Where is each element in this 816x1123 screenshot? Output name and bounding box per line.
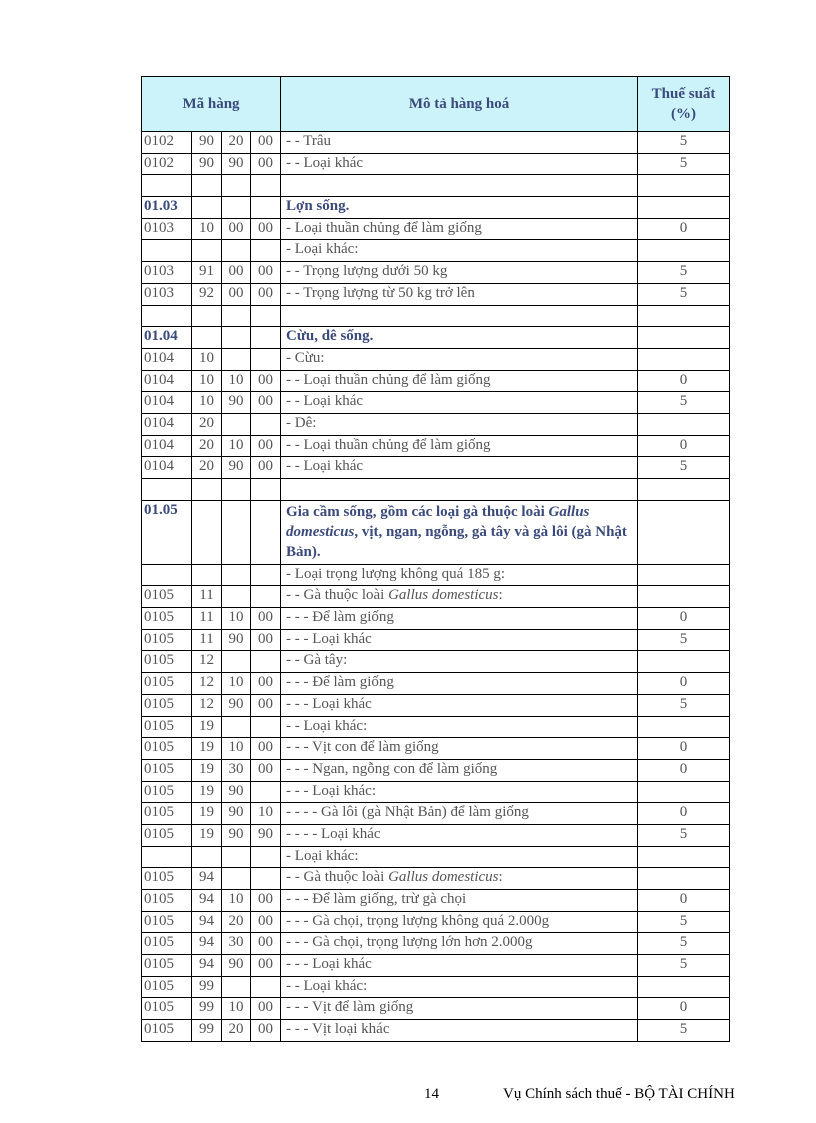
code-chapter: 0105 (142, 955, 192, 977)
table-row (142, 608, 730, 630)
heading-description: Lợn sống. (281, 197, 638, 219)
table-row (142, 413, 730, 435)
row-rate: 0 (638, 890, 730, 912)
code-subheading: 10 (192, 218, 222, 240)
code-1 (142, 175, 192, 197)
code-chapter: 0103 (142, 283, 192, 305)
table-row (142, 803, 730, 825)
code-sub-1: 10 (222, 890, 251, 912)
code-subheading: 19 (192, 803, 222, 825)
row-rate: 5 (638, 824, 730, 846)
row-description: - - - Vịt con để làm giống (281, 738, 638, 760)
code-chapter: 0105 (142, 608, 192, 630)
code-subheading: 19 (192, 781, 222, 803)
row-description: - - - Gà chọi, trọng lượng lớn hơn 2.000g (281, 933, 638, 955)
code-3 (222, 175, 251, 197)
row-description: - - Trọng lượng từ 50 kg trở lên (281, 283, 638, 305)
row-description: - Loại khác: (281, 846, 638, 868)
code-sub-1: 90 (222, 955, 251, 977)
footer-organization: Vụ Chính sách thuế - BỘ TÀI CHÍNH (503, 1086, 735, 1102)
code-chapter: 0105 (142, 1020, 192, 1042)
row-description: - Dê: (281, 413, 638, 435)
table-row (142, 457, 730, 479)
species-name: Gallus domesticus (388, 587, 499, 604)
code-4 (251, 305, 281, 327)
code-3 (222, 327, 251, 349)
code-subheading: 94 (192, 890, 222, 912)
code-3 (222, 479, 251, 501)
table-row (142, 651, 730, 673)
code-chapter: 0103 (142, 218, 192, 240)
code-sub-2: 00 (251, 673, 281, 695)
desc-text: , vịt, ngan, ngỗng, gà tây và gà lôi (gà Nhật Bản). (286, 523, 627, 560)
code-4 (251, 197, 281, 219)
code-sub-1: 00 (222, 218, 251, 240)
code-sub-2: 00 (251, 629, 281, 651)
code-sub-1: 10 (222, 998, 251, 1020)
rate-cell (638, 197, 730, 219)
code-subheading: 20 (192, 457, 222, 479)
table-row (142, 586, 730, 608)
code-2 (192, 305, 222, 327)
code-sub-2 (251, 651, 281, 673)
code-sub-1: 10 (222, 673, 251, 695)
row-rate: 0 (638, 759, 730, 781)
table-row (142, 868, 730, 890)
code-subheading: 10 (192, 370, 222, 392)
code-chapter: 0105 (142, 586, 192, 608)
row-description: - - - Ngan, ngỗng con để làm giống (281, 759, 638, 781)
tariff-table (141, 76, 730, 1042)
desc-text: : (498, 869, 503, 886)
row-description: - - Loại khác: (281, 716, 638, 738)
row-description: - - - - Gà lôi (gà Nhật Bản) để làm giống (281, 803, 638, 825)
code-2 (192, 327, 222, 349)
code-sub-2: 00 (251, 262, 281, 284)
code-chapter: 0105 (142, 911, 192, 933)
row-description: - - Trọng lượng dưới 50 kg (281, 262, 638, 284)
header-description: Mô tả hàng hoá (281, 77, 638, 132)
row-rate: 5 (638, 1020, 730, 1042)
table-row (142, 1020, 730, 1042)
code-sub-2 (251, 846, 281, 868)
table-body (142, 132, 730, 1042)
heading-row (142, 327, 730, 349)
header-rate-line1: Thuế suất (651, 86, 716, 102)
code-3 (222, 500, 251, 564)
row-rate: 5 (638, 153, 730, 175)
code-subheading: 99 (192, 976, 222, 998)
code-sub-1 (222, 716, 251, 738)
row-description: - Loại thuần chủng để làm giống (281, 218, 638, 240)
desc-text: - - Gà thuộc loài (286, 587, 389, 604)
code-chapter: 0102 (142, 153, 192, 175)
code-chapter (142, 240, 192, 262)
rate-cell (638, 327, 730, 349)
code-sub-1: 90 (222, 629, 251, 651)
code-sub-2: 00 (251, 283, 281, 305)
code-chapter: 0105 (142, 781, 192, 803)
row-rate (638, 240, 730, 262)
rate-cell (638, 175, 730, 197)
code-chapter: 0104 (142, 348, 192, 370)
code-chapter (142, 564, 192, 586)
code-chapter: 0104 (142, 457, 192, 479)
page-number: 14 (424, 1086, 439, 1102)
code-chapter (142, 846, 192, 868)
desc-cell (281, 479, 638, 501)
code-subheading: 19 (192, 824, 222, 846)
code-sub-1 (222, 564, 251, 586)
code-2 (192, 479, 222, 501)
code-subheading: 90 (192, 153, 222, 175)
table-row (142, 738, 730, 760)
row-description: - - - Vịt để làm giống (281, 998, 638, 1020)
code-sub-2: 00 (251, 392, 281, 414)
code-sub-2: 00 (251, 370, 281, 392)
code-sub-2: 00 (251, 738, 281, 760)
table-row (142, 629, 730, 651)
table-row (142, 846, 730, 868)
species-name: Gallus domesticus (286, 503, 590, 540)
code-sub-1 (222, 348, 251, 370)
heading-description: Cừu, dê sống. (281, 327, 638, 349)
code-sub-2 (251, 413, 281, 435)
heading-description (281, 500, 638, 564)
code-subheading: 20 (192, 413, 222, 435)
code-sub-2: 00 (251, 218, 281, 240)
code-chapter: 0105 (142, 694, 192, 716)
heading-row (142, 500, 730, 564)
table-row (142, 479, 730, 501)
code-subheading: 90 (192, 132, 222, 154)
code-sub-1: 20 (222, 132, 251, 154)
code-subheading (192, 240, 222, 262)
code-3 (222, 305, 251, 327)
row-rate (638, 413, 730, 435)
row-rate: 0 (638, 673, 730, 695)
code-sub-1: 00 (222, 262, 251, 284)
code-chapter: 0103 (142, 262, 192, 284)
code-3 (222, 197, 251, 219)
code-sub-2: 90 (251, 824, 281, 846)
code-subheading: 20 (192, 435, 222, 457)
table-row (142, 998, 730, 1020)
code-sub-1: 20 (222, 1020, 251, 1042)
code-chapter: 0104 (142, 392, 192, 414)
row-rate: 5 (638, 911, 730, 933)
desc-text: Gia cầm sống, gồm các loại gà thuộc loài (286, 503, 549, 520)
code-subheading: 19 (192, 738, 222, 760)
row-rate: 5 (638, 694, 730, 716)
code-sub-2 (251, 348, 281, 370)
row-rate: 0 (638, 998, 730, 1020)
code-sub-2: 00 (251, 153, 281, 175)
code-sub-2: 00 (251, 759, 281, 781)
code-sub-1: 30 (222, 759, 251, 781)
code-4 (251, 479, 281, 501)
row-description: - - - Gà chọi, trọng lượng không quá 2.000g (281, 911, 638, 933)
row-description: - - - Để làm giống (281, 608, 638, 630)
code-subheading: 19 (192, 716, 222, 738)
code-sub-2 (251, 716, 281, 738)
code-sub-1: 00 (222, 283, 251, 305)
row-rate (638, 868, 730, 890)
row-rate: 5 (638, 392, 730, 414)
row-description: - - - Loại khác (281, 955, 638, 977)
row-description: - - Loại khác (281, 457, 638, 479)
code-chapter: 0105 (142, 738, 192, 760)
row-description: - - - Loại khác (281, 694, 638, 716)
row-description: - - Gà tây: (281, 651, 638, 673)
table-row (142, 240, 730, 262)
code-sub-1 (222, 976, 251, 998)
code-sub-2: 00 (251, 435, 281, 457)
rate-cell (638, 500, 730, 564)
code-subheading: 11 (192, 608, 222, 630)
row-description: - - - Để làm giống, trừ gà chọi (281, 890, 638, 912)
row-rate: 5 (638, 629, 730, 651)
row-description: - Loại khác: (281, 240, 638, 262)
code-sub-1: 30 (222, 933, 251, 955)
row-rate: 0 (638, 435, 730, 457)
code-sub-2: 00 (251, 1020, 281, 1042)
code-chapter: 0104 (142, 435, 192, 457)
code-chapter: 0105 (142, 716, 192, 738)
row-rate: 5 (638, 132, 730, 154)
code-sub-1: 90 (222, 153, 251, 175)
row-rate: 5 (638, 933, 730, 955)
row-rate (638, 976, 730, 998)
table-row (142, 933, 730, 955)
table-row (142, 348, 730, 370)
code-sub-2: 00 (251, 933, 281, 955)
rate-cell (638, 305, 730, 327)
row-rate (638, 348, 730, 370)
row-description: - - - Loại khác: (281, 781, 638, 803)
code-sub-2 (251, 586, 281, 608)
table-row (142, 976, 730, 998)
row-description: - Cừu: (281, 348, 638, 370)
code-sub-2: 00 (251, 457, 281, 479)
code-sub-2 (251, 240, 281, 262)
code-4 (251, 500, 281, 564)
header-code: Mã hàng (142, 77, 281, 132)
code-sub-1: 90 (222, 824, 251, 846)
code-sub-1: 90 (222, 457, 251, 479)
code-sub-1: 10 (222, 370, 251, 392)
code-subheading: 11 (192, 629, 222, 651)
desc-cell (281, 305, 638, 327)
row-description: - - Loại thuần chủng để làm giống (281, 370, 638, 392)
code-subheading: 94 (192, 933, 222, 955)
code-chapter: 0105 (142, 976, 192, 998)
code-sub-2: 00 (251, 911, 281, 933)
code-1 (142, 479, 192, 501)
code-sub-2 (251, 976, 281, 998)
code-chapter: 0105 (142, 803, 192, 825)
code-chapter: 0105 (142, 933, 192, 955)
row-rate (638, 651, 730, 673)
row-description: - - Loại thuần chủng để làm giống (281, 435, 638, 457)
desc-text: - - Gà thuộc loài (286, 869, 389, 886)
row-description: - - Loại khác (281, 392, 638, 414)
code-subheading: 94 (192, 911, 222, 933)
row-rate (638, 846, 730, 868)
table-row (142, 955, 730, 977)
code-chapter: 0105 (142, 629, 192, 651)
code-2 (192, 500, 222, 564)
code-sub-2: 00 (251, 132, 281, 154)
code-subheading: 94 (192, 955, 222, 977)
code-4 (251, 175, 281, 197)
row-description: - - - Vịt loại khác (281, 1020, 638, 1042)
table-row (142, 781, 730, 803)
code-sub-1 (222, 868, 251, 890)
code-subheading: 99 (192, 998, 222, 1020)
code-sub-1: 90 (222, 781, 251, 803)
row-rate: 0 (638, 803, 730, 825)
code-sub-1: 10 (222, 435, 251, 457)
table-row (142, 673, 730, 695)
code-sub-2 (251, 781, 281, 803)
code-subheading: 10 (192, 348, 222, 370)
table-row (142, 370, 730, 392)
code-chapter: 0105 (142, 759, 192, 781)
code-subheading: 92 (192, 283, 222, 305)
code-subheading: 12 (192, 694, 222, 716)
code-sub-1: 20 (222, 911, 251, 933)
code-chapter: 0102 (142, 132, 192, 154)
code-chapter: 0105 (142, 673, 192, 695)
row-description (281, 586, 638, 608)
code-sub-2: 00 (251, 608, 281, 630)
row-description: - - Loại khác: (281, 976, 638, 998)
desc-cell (281, 175, 638, 197)
code-subheading: 19 (192, 759, 222, 781)
row-rate: 5 (638, 283, 730, 305)
table-row (142, 824, 730, 846)
row-description: - - - Để làm giống (281, 673, 638, 695)
table-header-row (142, 77, 730, 132)
heading-code: 01.05 (142, 500, 192, 564)
code-sub-1: 90 (222, 694, 251, 716)
code-subheading: 12 (192, 673, 222, 695)
table-row (142, 435, 730, 457)
table-row (142, 759, 730, 781)
code-chapter: 0105 (142, 651, 192, 673)
code-subheading: 11 (192, 586, 222, 608)
code-sub-1: 10 (222, 608, 251, 630)
code-sub-1: 90 (222, 392, 251, 414)
code-sub-1 (222, 240, 251, 262)
row-rate: 0 (638, 370, 730, 392)
code-sub-1 (222, 586, 251, 608)
code-subheading: 10 (192, 392, 222, 414)
heading-code: 01.03 (142, 197, 192, 219)
code-chapter: 0104 (142, 413, 192, 435)
table-row (142, 564, 730, 586)
rate-cell (638, 479, 730, 501)
code-subheading: 91 (192, 262, 222, 284)
row-description: - - - Loại khác (281, 629, 638, 651)
row-rate: 5 (638, 955, 730, 977)
row-description: - - Loại khác (281, 153, 638, 175)
code-2 (192, 175, 222, 197)
code-subheading: 12 (192, 651, 222, 673)
code-sub-2: 10 (251, 803, 281, 825)
code-chapter: 0105 (142, 890, 192, 912)
heading-row (142, 197, 730, 219)
table-row (142, 392, 730, 414)
code-chapter: 0105 (142, 824, 192, 846)
row-description: - Loại trọng lượng không quá 185 g: (281, 564, 638, 586)
row-rate: 5 (638, 457, 730, 479)
code-subheading (192, 846, 222, 868)
code-sub-2 (251, 868, 281, 890)
code-4 (251, 327, 281, 349)
table-row (142, 175, 730, 197)
code-chapter: 0105 (142, 998, 192, 1020)
table-row (142, 153, 730, 175)
code-subheading: 99 (192, 1020, 222, 1042)
code-2 (192, 197, 222, 219)
code-subheading: 94 (192, 868, 222, 890)
row-rate: 0 (638, 218, 730, 240)
table-row (142, 305, 730, 327)
code-sub-1 (222, 651, 251, 673)
row-rate (638, 586, 730, 608)
code-1 (142, 305, 192, 327)
row-rate (638, 564, 730, 586)
code-sub-1 (222, 846, 251, 868)
table-row (142, 911, 730, 933)
row-rate: 0 (638, 608, 730, 630)
row-description: - - Trâu (281, 132, 638, 154)
header-rate-line2: (%) (671, 106, 697, 122)
code-sub-2: 00 (251, 694, 281, 716)
table-row (142, 694, 730, 716)
code-chapter: 0105 (142, 868, 192, 890)
table-row (142, 132, 730, 154)
table-row (142, 890, 730, 912)
code-subheading (192, 564, 222, 586)
table-row (142, 716, 730, 738)
table-row (142, 283, 730, 305)
row-description (281, 868, 638, 890)
code-sub-1: 90 (222, 803, 251, 825)
code-chapter: 0104 (142, 370, 192, 392)
row-description: - - - - Loại khác (281, 824, 638, 846)
code-sub-2 (251, 564, 281, 586)
table-row (142, 262, 730, 284)
code-sub-1: 10 (222, 738, 251, 760)
table-row (142, 218, 730, 240)
row-rate (638, 781, 730, 803)
code-sub-2: 00 (251, 998, 281, 1020)
code-sub-1 (222, 413, 251, 435)
code-sub-2: 00 (251, 890, 281, 912)
row-rate (638, 716, 730, 738)
row-rate: 5 (638, 262, 730, 284)
header-rate (638, 77, 730, 132)
code-sub-2: 00 (251, 955, 281, 977)
species-name: Gallus domesticus (388, 869, 499, 886)
desc-text: : (498, 587, 503, 604)
row-rate: 0 (638, 738, 730, 760)
heading-code: 01.04 (142, 327, 192, 349)
